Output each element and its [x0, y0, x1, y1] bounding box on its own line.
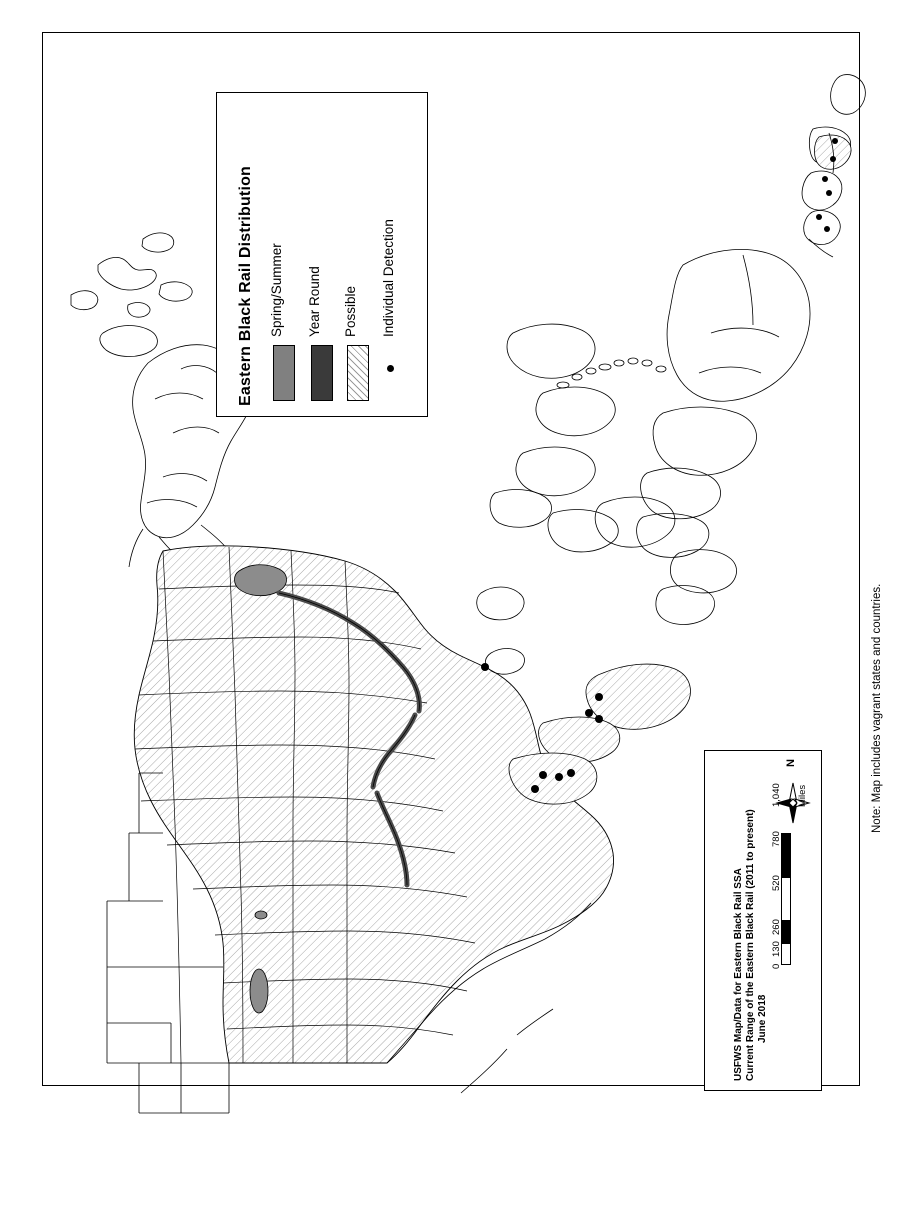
scale-bar-segment	[781, 877, 791, 921]
legend-title: Eastern Black Rail Distribution	[237, 165, 254, 406]
scale-tick-780: 780	[771, 831, 782, 847]
scale-tick-0: 0	[771, 963, 782, 969]
legend-label-possible: Possible	[343, 285, 358, 337]
credit-line-2: Current Range of the Eastern Black Rail (2011 to present)	[745, 809, 756, 1081]
legend	[216, 92, 428, 417]
legend-label-spring-summer: Spring/Summer	[269, 243, 284, 337]
scale-bar-segment	[781, 833, 791, 877]
scale-units-label: Miles	[797, 784, 808, 807]
north-arrow-label: N	[785, 759, 797, 767]
map-note: Note: Map includes vagrant states and countries.	[871, 583, 883, 833]
scale-tick-1040: 1,040	[771, 783, 782, 807]
scale-and-credits-panel	[704, 750, 822, 1091]
legend-point-marker-icon	[387, 365, 394, 372]
legend-label-year-round: Year Round	[307, 266, 322, 337]
map-frame	[42, 32, 883, 1086]
legend-swatch-possible	[347, 345, 369, 401]
credit-line-3: June 2018	[757, 994, 768, 1043]
scale-tick-520: 520	[771, 875, 782, 891]
legend-swatch-spring-summer	[273, 345, 295, 401]
scale-tick-130: 130	[771, 941, 782, 957]
scale-bar-segment	[781, 943, 791, 965]
credit-line-1: USFWS Map/Data for Eastern Black Rail SSA	[733, 868, 744, 1081]
scale-bar-segment	[781, 921, 791, 943]
scale-tick-260: 260	[771, 919, 782, 935]
legend-label-individual-detection: Individual Detection	[381, 219, 396, 337]
legend-swatch-year-round	[311, 345, 333, 401]
